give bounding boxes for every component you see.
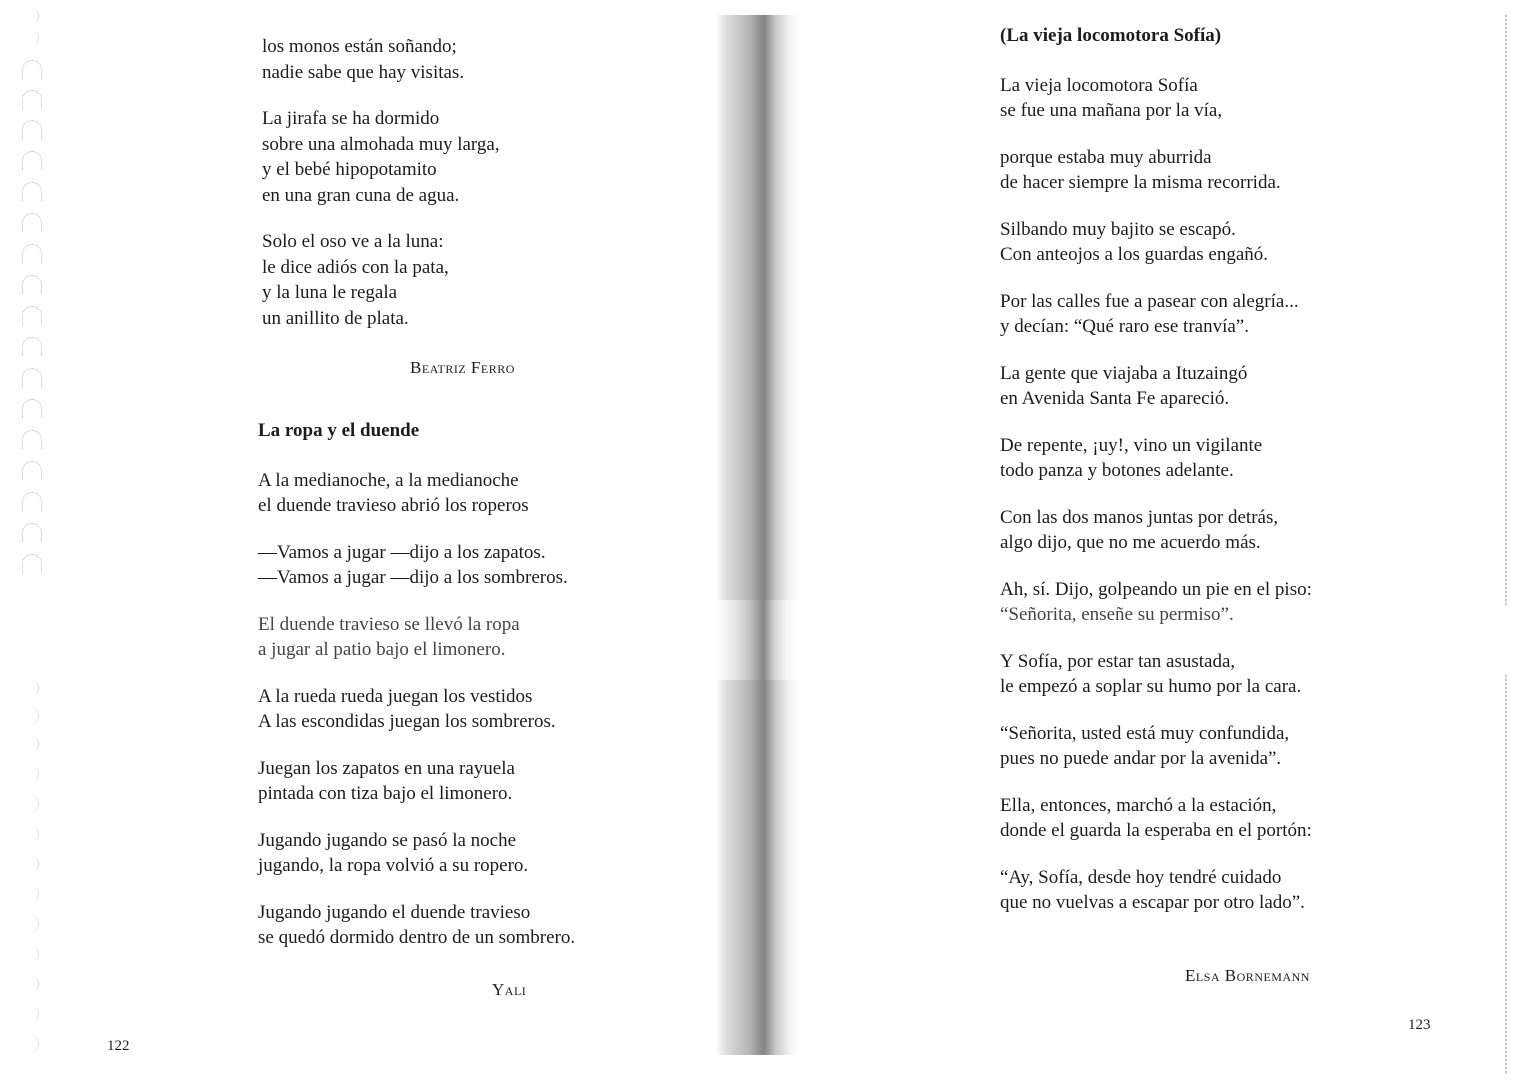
verse-line: Por las calles fue a pasear con alegría... [1000, 290, 1299, 312]
stanza [258, 684, 575, 735]
verse-line: Silbando muy bajito se escapó. [1000, 218, 1236, 240]
verse-line: —Vamos a jugar —dijo a los zapatos. [258, 541, 546, 563]
spiral-ring-icon [28, 976, 39, 992]
stanza [1000, 793, 1312, 844]
verse-line: De repente, ¡uy!, vino un vigilante [1000, 434, 1263, 456]
left-page [0, 0, 715, 1080]
stanza [262, 34, 500, 85]
stanza [258, 756, 575, 807]
verse-line: porque estaba muy aburrida [1000, 146, 1212, 168]
verse-line: El duende travieso se llevó la ropa [258, 613, 520, 635]
stanza [1000, 577, 1312, 628]
verse-line: sobre una almohada muy larga, [262, 133, 500, 155]
spiral-ring-icon [28, 8, 39, 24]
spiral-ring-icon [28, 886, 39, 902]
spiral-ring-icon [28, 796, 39, 812]
spiral-ring-icon [22, 461, 42, 480]
spiral-ring-icon [28, 736, 39, 752]
spiral-ring-icon [22, 368, 42, 387]
spiral-ring-icon [22, 275, 42, 294]
verse-line: en una gran cuna de agua. [262, 184, 460, 206]
verse-line: A la medianoche, a la medianoche [258, 469, 519, 491]
stanza [258, 468, 575, 519]
verse-line: “Señorita, enseñe su permiso”. [1000, 604, 1234, 625]
verse-line: nadie sabe que hay visitas. [262, 61, 465, 83]
spiral-ring-icon [28, 946, 39, 962]
verse-line: Ah, sí. Dijo, golpeando un pie en el piso: [1000, 578, 1312, 600]
verse-line: Jugando jugando el duende travieso [258, 901, 531, 923]
page-edge [1505, 675, 1507, 1075]
verse-line: un anillito de plata. [262, 307, 409, 329]
spiral-ring-icon [28, 856, 39, 872]
stanza [1000, 433, 1312, 484]
verse-line: se fue una mañana por la vía, [1000, 100, 1223, 121]
spiral-ring-icon [28, 30, 39, 46]
verse-line: y la luna le regala [262, 282, 398, 303]
stanza [262, 106, 500, 208]
verse-line: —Vamos a jugar —dijo a los sombreros. [258, 567, 568, 588]
stanza [258, 612, 575, 663]
verse-line: algo dijo, que no me acuerdo más. [1000, 532, 1261, 553]
verse-line: que no vuelvas a escapar por otro lado”. [1000, 892, 1305, 913]
page-edge [1505, 15, 1507, 605]
verse-line: y decían: “Qué raro ese tranvía”. [1000, 316, 1249, 337]
book-gutter-highlight [715, 600, 800, 680]
spiral-ring-icon [28, 680, 39, 696]
verse-line: pintada con tiza bajo el limonero. [258, 783, 513, 804]
spiral-ring-icon [22, 306, 42, 325]
verse-line: Ella, entonces, marchó a la estación, [1000, 794, 1277, 816]
verse-line: se quedó dormido dentro de un sombrero. [258, 927, 576, 948]
verse-line: de hacer siempre la misma recorrida. [1000, 172, 1281, 193]
verse-line: y el bebé hipopotamito [262, 159, 437, 180]
verse-line: “Señorita, usted está muy confundida, [1000, 722, 1290, 744]
spiral-ring-icon [22, 337, 42, 356]
stanza [262, 229, 500, 331]
spiral-ring-icon [22, 90, 42, 109]
verse-line: Solo el oso ve a la luna: [262, 231, 444, 252]
spiral-ring-icon [22, 151, 42, 170]
poem-title: La ropa y el duende [258, 420, 420, 441]
spiral-ring-icon [28, 916, 39, 932]
right-page [800, 0, 1526, 1080]
verse-line: le empezó a soplar su humo por la cara. [1000, 676, 1302, 697]
spiral-binding-bottom [18, 670, 46, 1070]
spiral-ring-icon [22, 60, 42, 79]
spiral-ring-icon [28, 766, 39, 782]
poem-beatriz-ferro-ending [262, 34, 500, 352]
verse-line: a jugar al patio bajo el limonero. [258, 639, 506, 660]
verse-line: jugando, la ropa volvió a su ropero. [258, 855, 529, 876]
verse-line: La vieja locomotora Sofía [1000, 74, 1198, 96]
stanza [1000, 865, 1312, 916]
spiral-ring-icon [22, 213, 42, 232]
poem-author: Yali [492, 980, 527, 999]
poem-title: (La vieja locomotora Sofía) [1000, 25, 1222, 46]
stanza [1000, 721, 1312, 772]
verse-line: Juegan los zapatos en una rayuela [258, 757, 515, 779]
verse-line: La gente que viajaba a Ituzaingó [1000, 362, 1248, 384]
stanza [1000, 289, 1312, 340]
book-gutter-shadow [715, 15, 800, 1055]
verse-line: A las escondidas juegan los sombreros. [258, 711, 556, 732]
spiral-ring-icon [28, 826, 39, 842]
stanza [1000, 649, 1312, 700]
verse-line: Jugando jugando se pasó la noche [258, 829, 517, 851]
poem-la-vieja-locomotora-sofia [1000, 23, 1312, 937]
verse-line: le dice adiós con la pata, [262, 256, 449, 278]
verse-line: Con las dos manos juntas por detrás, [1000, 506, 1279, 528]
spiral-ring-icon [22, 523, 42, 542]
stanza [258, 828, 575, 879]
stanza [258, 540, 575, 591]
spiral-ring-icon [22, 120, 42, 139]
stanza [1000, 73, 1312, 124]
stanza [1000, 217, 1312, 268]
spiral-ring-icon [22, 554, 42, 573]
spiral-ring-icon [22, 244, 42, 263]
verse-line: Y Sofía, por estar tan asustada, [1000, 650, 1236, 672]
verse-line: “Ay, Sofía, desde hoy tendré cuidado [1000, 866, 1282, 888]
poem-author: Elsa Bornemann [1185, 966, 1310, 985]
stanza [1000, 505, 1312, 556]
spiral-binding-top [18, 0, 46, 580]
verse-line: donde el guarda la esperaba en el portón: [1000, 820, 1312, 841]
spiral-ring-icon [28, 708, 39, 724]
verse-line: el duende travieso abrió los roperos [258, 495, 529, 516]
stanza [1000, 145, 1312, 196]
spiral-ring-icon [28, 1036, 39, 1052]
poem-la-ropa-y-el-duende [258, 418, 575, 972]
stanza [1000, 361, 1312, 412]
verse-line: todo panza y botones adelante. [1000, 460, 1234, 481]
spiral-ring-icon [22, 399, 42, 418]
page-number: 122 [107, 1038, 130, 1054]
spiral-ring-icon [22, 492, 42, 511]
spiral-ring-icon [22, 182, 42, 201]
verse-line: pues no puede andar por la avenida”. [1000, 748, 1282, 769]
verse-line: los monos están soñando; [262, 36, 457, 57]
verse-line: Con anteojos a los guardas engañó. [1000, 244, 1269, 265]
verse-line: en Avenida Santa Fe apareció. [1000, 388, 1230, 409]
spiral-ring-icon [22, 430, 42, 449]
spiral-ring-icon [28, 1006, 39, 1022]
verse-line: La jirafa se ha dormido [262, 108, 440, 129]
poem-author: Beatriz Ferro [410, 358, 515, 377]
page-number: 123 [1408, 1017, 1431, 1033]
verse-line: A la rueda rueda juegan los vestidos [258, 685, 533, 707]
stanza [258, 900, 575, 951]
